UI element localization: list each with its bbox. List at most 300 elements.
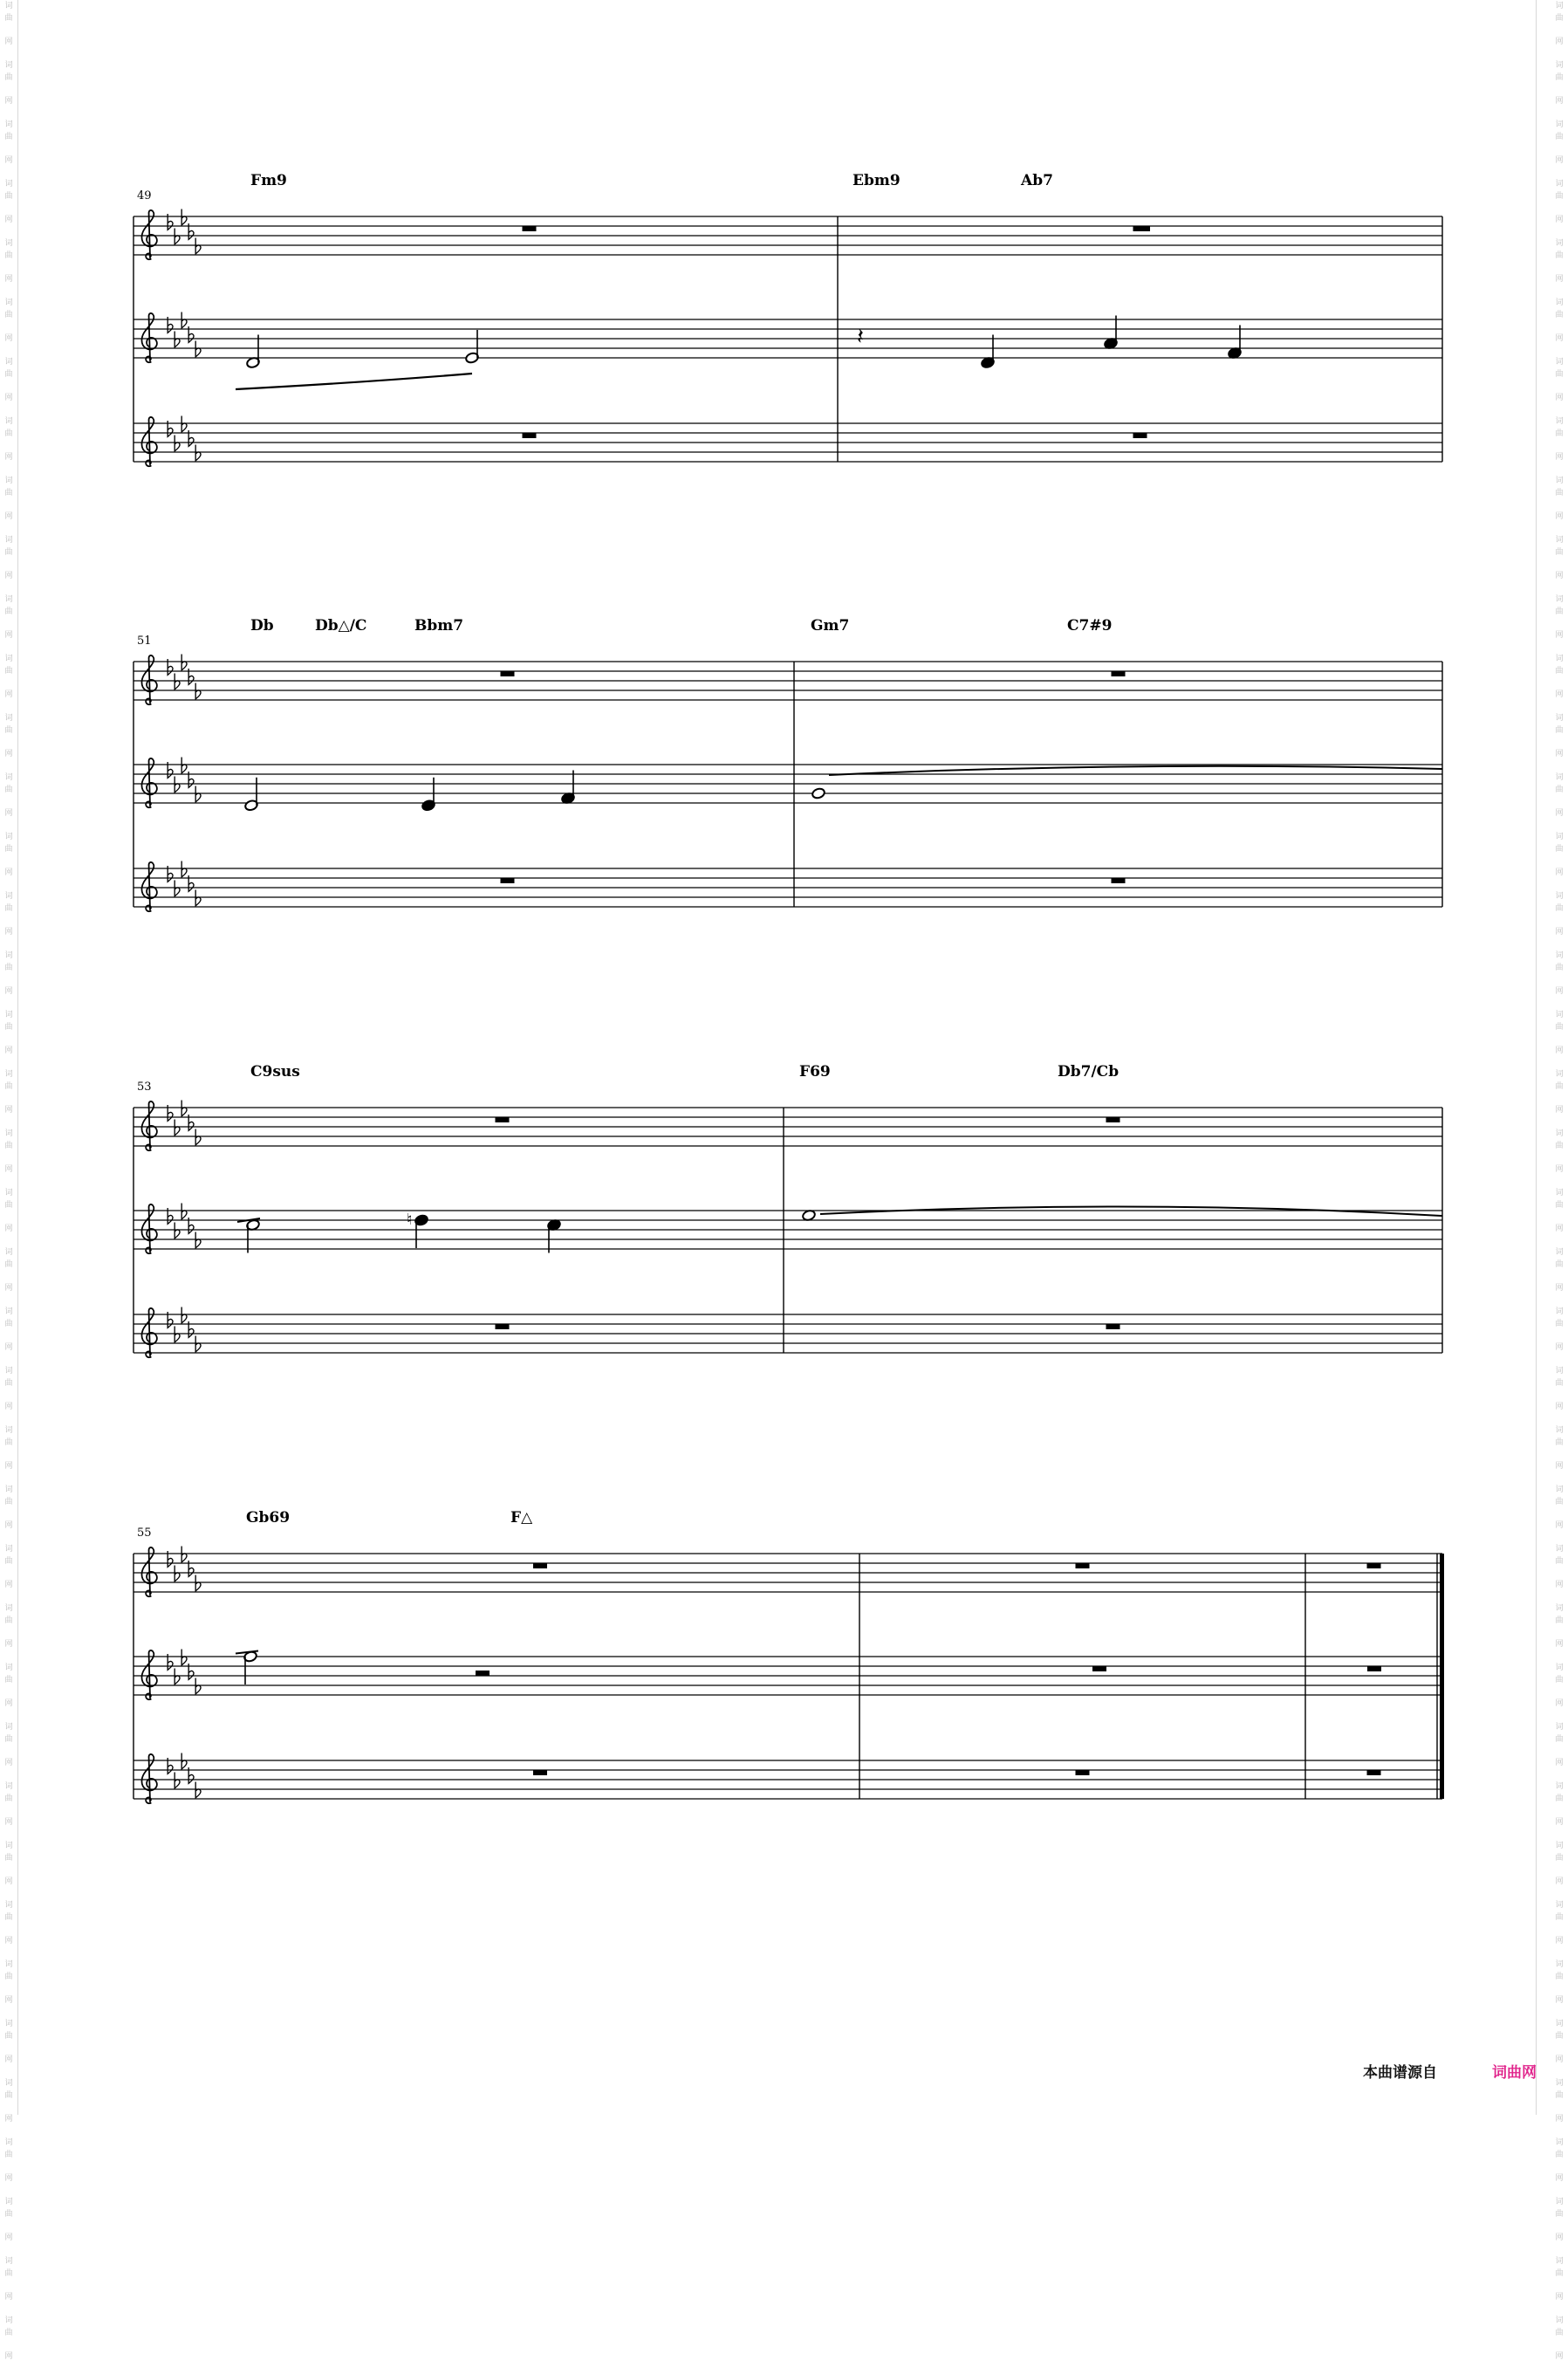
watermark-glyph: 曲 <box>4 251 13 260</box>
watermark-glyph: 词 <box>1555 1664 1564 1672</box>
watermark-glyph: 词 <box>1555 120 1564 129</box>
watermark-glyph: 曲 <box>4 1082 13 1091</box>
watermark-glyph: 词 <box>4 1901 13 1910</box>
watermark-glyph: 网 <box>4 1699 13 1708</box>
chord-symbol: C9sus <box>250 1063 300 1081</box>
flat-sign <box>181 655 187 670</box>
watermark-glyph: 网 <box>1555 928 1564 937</box>
watermark-glyph: 网 <box>4 1759 13 1767</box>
watermark-glyph: 网 <box>1555 1937 1564 1945</box>
watermark-glyph: 词 <box>4 1485 13 1494</box>
watermark-glyph: 词 <box>4 2316 13 2325</box>
watermark-glyph: 网 <box>4 97 13 106</box>
systems <box>134 172 1444 1803</box>
flat-sign <box>195 1129 201 1145</box>
watermark-glyph: 曲 <box>1555 1557 1564 1566</box>
watermark-glyph: 词 <box>4 951 13 960</box>
watermark-glyph: 词 <box>1555 773 1564 782</box>
watermark-glyph: 曲 <box>4 1973 13 1981</box>
watermark-glyph: 词 <box>4 2020 13 2028</box>
watermark-glyph: 网 <box>1555 97 1564 106</box>
watermark-glyph: 词 <box>4 1664 13 1672</box>
watermark-glyph: 网 <box>4 156 13 165</box>
watermark-glyph: 曲 <box>1555 786 1564 794</box>
flat-sign <box>181 1307 187 1323</box>
watermark-glyph: 词 <box>4 1070 13 1079</box>
flat-sign <box>175 436 180 451</box>
system-3 <box>134 1063 1442 1357</box>
watermark-glyph: 词 <box>1555 1723 1564 1732</box>
watermark-glyph: 网 <box>1555 453 1564 462</box>
watermark-glyph: 网 <box>4 1640 13 1649</box>
watermark-glyph: 词 <box>1555 1842 1564 1850</box>
tie <box>820 1206 1442 1216</box>
watermark-glyph: 词 <box>1555 655 1564 663</box>
watermark-glyph: 词 <box>1555 2020 1564 2028</box>
flat-sign <box>175 674 180 690</box>
watermark-glyph: 曲 <box>4 845 13 854</box>
watermark-glyph: 网 <box>1555 631 1564 640</box>
watermark-glyph: 网 <box>1555 987 1564 996</box>
watermark-glyph: 网 <box>1555 2174 1564 2183</box>
flat-sign <box>181 1547 187 1562</box>
watermark-glyph: 词 <box>4 358 13 367</box>
watermark-glyph: 曲 <box>4 133 13 141</box>
watermark-glyph: 曲 <box>1555 1676 1564 1684</box>
watermark-glyph: 词 <box>4 2257 13 2266</box>
whole-rest <box>1112 878 1126 883</box>
watermark-glyph: 网 <box>1555 2055 1564 2064</box>
watermark-glyph: 词 <box>1555 2257 1564 2266</box>
watermark-glyph: 曲 <box>1555 904 1564 913</box>
watermark-glyph: 网 <box>4 809 13 818</box>
watermark-glyph: 曲 <box>1555 1973 1564 1981</box>
watermark-glyph: 词 <box>1555 536 1564 545</box>
footer-source-label: 本曲谱源自 <box>1363 2064 1437 2082</box>
whole-rest <box>1076 1770 1090 1775</box>
watermark-glyph: 词 <box>1555 2138 1564 2147</box>
watermark-glyph: 词 <box>1555 1367 1564 1376</box>
chord-symbol: F69 <box>799 1063 831 1081</box>
watermark-glyph: 网 <box>4 1996 13 2005</box>
measure-number: 51 <box>137 635 152 648</box>
watermark-glyph: 网 <box>4 1462 13 1471</box>
watermark-glyph: 曲 <box>4 1616 13 1625</box>
whole-rest <box>496 1324 510 1329</box>
watermark-glyph: 网 <box>1555 512 1564 521</box>
watermark-glyph: 词 <box>4 1129 13 1138</box>
watermark-glyph: 曲 <box>1555 1438 1564 1447</box>
watermark-glyph: 曲 <box>4 1498 13 1506</box>
watermark-glyph: 曲 <box>4 904 13 913</box>
watermark-glyph: 网 <box>1555 1403 1564 1411</box>
watermark-glyph: 网 <box>1555 1046 1564 1055</box>
watermark-glyph: 网 <box>4 928 13 937</box>
watermark-glyph: 曲 <box>4 1260 13 1269</box>
watermark-glyph: 词 <box>1555 1011 1564 1019</box>
watermark-glyph: 词 <box>4 892 13 901</box>
watermark-glyph: 网 <box>4 1106 13 1115</box>
measure-number: 53 <box>137 1081 152 1094</box>
watermark-glyph: 词 <box>1555 239 1564 248</box>
watermark-glyph: 词 <box>1555 2198 1564 2206</box>
watermark-glyph: 词 <box>1555 1070 1564 1079</box>
watermark-glyph: 网 <box>4 1403 13 1411</box>
watermark-glyph: 曲 <box>1555 1201 1564 1210</box>
watermark-glyph: 词 <box>1555 477 1564 485</box>
watermark-glyph: 曲 <box>1555 1913 1564 1922</box>
chord-symbol: Db△/C <box>315 617 367 635</box>
whole-rest <box>1367 1666 1381 1671</box>
flat-sign <box>175 1223 180 1238</box>
system-2 <box>134 617 1442 911</box>
watermark-glyph: 网 <box>4 2233 13 2242</box>
chord-symbol: Fm9 <box>250 172 287 189</box>
watermark-glyph: 网 <box>4 631 13 640</box>
watermark-glyph: 曲 <box>4 548 13 557</box>
flat-sign <box>175 881 180 896</box>
watermark-glyph: 词 <box>1555 1545 1564 1554</box>
watermark-glyph: 曲 <box>1555 1854 1564 1863</box>
chord-symbol: Ebm9 <box>852 172 900 189</box>
flat-sign <box>195 786 201 802</box>
watermark-glyph: 曲 <box>4 1676 13 1684</box>
chord-symbol: Gb69 <box>246 1509 291 1527</box>
chord-symbol: Gm7 <box>811 617 850 635</box>
watermark-glyph: 曲 <box>4 1557 13 1566</box>
watermark-glyph: 曲 <box>4 726 13 735</box>
flat-sign <box>175 1327 180 1342</box>
whole-rest <box>496 1117 510 1122</box>
watermark-glyph: 词 <box>4 2198 13 2206</box>
watermark-glyph: 网 <box>4 275 13 284</box>
watermark-glyph: 曲 <box>4 311 13 319</box>
watermark-glyph: 曲 <box>1555 607 1564 616</box>
watermark-glyph: 网 <box>4 750 13 758</box>
treble-clef <box>141 1650 156 1699</box>
watermark-glyph: 词 <box>4 1782 13 1791</box>
watermark-glyph: 网 <box>4 2055 13 2064</box>
watermark-glyph: 词 <box>4 477 13 485</box>
watermark-glyph: 网 <box>1555 1462 1564 1471</box>
watermark-glyph: 曲 <box>1555 311 1564 319</box>
watermark-glyph: 曲 <box>4 2329 13 2337</box>
whole-rest <box>1136 226 1150 231</box>
flat-sign <box>195 1232 201 1248</box>
watermark-glyph: 曲 <box>1555 1023 1564 1032</box>
watermark-glyph: 词 <box>1555 951 1564 960</box>
watermark-glyph: 词 <box>1555 1248 1564 1257</box>
watermark-glyph: 词 <box>1555 1189 1564 1197</box>
treble-clef <box>141 1754 156 1803</box>
watermark-glyph: 曲 <box>1555 2329 1564 2337</box>
watermark-glyph: 词 <box>4 61 13 70</box>
watermark-glyph: 曲 <box>1555 2269 1564 2278</box>
watermark-glyph: 曲 <box>1555 133 1564 141</box>
watermark-glyph: 词 <box>4 298 13 307</box>
watermark-glyph: 曲 <box>4 1794 13 1803</box>
watermark-glyph: 曲 <box>1555 1320 1564 1328</box>
watermark-glyph: 曲 <box>1555 667 1564 676</box>
watermark-glyph: 曲 <box>4 1201 13 1210</box>
watermark-glyph: 词 <box>4 2 13 10</box>
whole-rest <box>1076 1563 1090 1568</box>
watermark-glyph: 曲 <box>1555 1260 1564 1269</box>
flat-sign <box>195 890 201 906</box>
watermark-glyph: 网 <box>4 1818 13 1827</box>
treble-clef <box>141 1547 156 1596</box>
watermark-glyph: 曲 <box>1555 845 1564 854</box>
flat-sign <box>195 683 201 699</box>
flat-sign <box>175 1566 180 1582</box>
watermark-glyph: 词 <box>1555 1960 1564 1969</box>
watermark-glyph: 词 <box>4 714 13 723</box>
system-1 <box>134 172 1442 466</box>
watermark-glyph: 网 <box>4 1046 13 1055</box>
watermark-glyph: 曲 <box>1555 1794 1564 1803</box>
watermark-glyph: 曲 <box>4 786 13 794</box>
flat-sign <box>181 758 187 773</box>
treble-clef <box>141 1204 156 1253</box>
natural-sign: ♮ <box>407 1211 413 1229</box>
watermark-glyph: 网 <box>1555 1581 1564 1589</box>
watermark-glyph: 曲 <box>1555 2151 1564 2159</box>
watermark-glyph: 曲 <box>1555 964 1564 972</box>
watermark-glyph: 网 <box>1555 2233 1564 2242</box>
flat-sign <box>181 861 187 877</box>
watermark-glyph: 词 <box>4 1426 13 1435</box>
whole-rest <box>1106 1324 1120 1329</box>
watermark-glyph: 词 <box>1555 595 1564 604</box>
watermark-glyph: 网 <box>4 868 13 877</box>
watermark-glyph: 曲 <box>4 1023 13 1032</box>
watermark-glyph: 词 <box>1555 2079 1564 2088</box>
measure-number: 55 <box>137 1527 152 1540</box>
watermark-glyph: 词 <box>4 239 13 248</box>
watermark-glyph: 网 <box>4 1937 13 1945</box>
whole-rest <box>1112 671 1126 676</box>
watermark-glyph: 网 <box>1555 1640 1564 1649</box>
watermark-glyph: 词 <box>1555 714 1564 723</box>
watermark-glyph: 曲 <box>4 1438 13 1447</box>
watermark-glyph: 网 <box>1555 1877 1564 1886</box>
watermark-glyph: 词 <box>1555 1901 1564 1910</box>
watermark-glyph: 网 <box>1555 809 1564 818</box>
watermark-glyph: 网 <box>4 2293 13 2302</box>
watermark-glyph: 网 <box>4 2174 13 2183</box>
whole-rest <box>1367 1563 1381 1568</box>
flat-sign <box>175 1773 180 1788</box>
whole-note <box>811 787 826 799</box>
watermark-glyph: 曲 <box>4 1735 13 1744</box>
watermark-glyph: 网 <box>1555 38 1564 46</box>
watermark-glyph: 曲 <box>1555 14 1564 23</box>
watermark-glyph: 词 <box>1555 2 1564 10</box>
chord-symbol: F△ <box>510 1509 533 1527</box>
final-thick-barline <box>1440 1554 1444 1799</box>
watermark-glyph: 词 <box>1555 1604 1564 1613</box>
watermark-glyph: 词 <box>4 655 13 663</box>
watermark-glyph: 网 <box>1555 1225 1564 1233</box>
watermark-glyph: 网 <box>1555 1759 1564 1767</box>
watermark-glyph: 网 <box>1555 394 1564 402</box>
watermark-glyph: 词 <box>4 180 13 189</box>
whole-rest <box>533 1770 547 1775</box>
flat-sign <box>175 1120 180 1136</box>
watermark-glyph: 网 <box>4 572 13 580</box>
watermark-glyph: 网 <box>4 1165 13 1174</box>
flat-sign <box>181 1753 187 1769</box>
flat-sign <box>195 445 201 461</box>
chord-symbol: Db7/Cb <box>1058 1063 1120 1081</box>
watermark-glyph: 曲 <box>4 370 13 379</box>
watermark-glyph: 曲 <box>4 667 13 676</box>
watermark-glyph: 词 <box>4 1307 13 1316</box>
watermark-glyph: 词 <box>4 833 13 841</box>
treble-clef <box>141 1308 156 1357</box>
watermark-glyph: 网 <box>1555 1343 1564 1352</box>
watermark-glyph: 网 <box>4 2115 13 2124</box>
watermark-glyph: 曲 <box>4 14 13 23</box>
watermark-glyph: 曲 <box>1555 1142 1564 1150</box>
watermark-glyph: 词 <box>1555 180 1564 189</box>
flat-sign <box>175 777 180 792</box>
chord-symbol: C7#9 <box>1067 617 1113 635</box>
watermark-glyph: 曲 <box>1555 251 1564 260</box>
chord-symbol: Db <box>250 617 274 635</box>
watermark-glyph: 词 <box>4 1842 13 1850</box>
whole-rest <box>1367 1770 1381 1775</box>
watermark-glyph: 曲 <box>1555 489 1564 497</box>
watermark-glyph: 词 <box>4 1960 13 1969</box>
watermark-glyph: 词 <box>1555 1307 1564 1316</box>
watermark-glyph: 曲 <box>1555 370 1564 379</box>
flat-sign <box>181 209 187 225</box>
watermark-glyph: 词 <box>4 2079 13 2088</box>
watermark-glyph: 曲 <box>1555 1082 1564 1091</box>
watermark-glyph: 网 <box>1555 216 1564 224</box>
watermark-glyph: 词 <box>4 1604 13 1613</box>
whole-rest <box>501 671 515 676</box>
watermark-glyph: 网 <box>4 512 13 521</box>
watermark-glyph: 网 <box>1555 1521 1564 1530</box>
watermark-glyph: 词 <box>4 417 13 426</box>
treble-clef <box>141 655 156 704</box>
watermark-glyph: 网 <box>1555 1996 1564 2005</box>
watermark-glyph: 曲 <box>4 73 13 82</box>
flat-sign <box>181 1204 187 1219</box>
flat-sign <box>181 1650 187 1665</box>
watermark-glyph: 曲 <box>4 429 13 438</box>
watermark-glyph: 词 <box>1555 1426 1564 1435</box>
watermark-glyph: 词 <box>4 1248 13 1257</box>
watermark-glyph: 曲 <box>1555 1616 1564 1625</box>
treble-clef <box>141 758 156 807</box>
watermark-glyph: 曲 <box>1555 1498 1564 1506</box>
watermark-glyph: 词 <box>4 1367 13 1376</box>
flat-sign <box>195 1678 201 1694</box>
watermark-glyph: 网 <box>1555 275 1564 284</box>
watermark-glyph: 网 <box>4 1284 13 1293</box>
watermark-glyph: 网 <box>4 987 13 996</box>
chord-symbol: Bbm7 <box>414 617 464 635</box>
watermark-glyph: 网 <box>1555 690 1564 699</box>
system-4 <box>134 1509 1444 1803</box>
watermark-glyph: 网 <box>1555 1284 1564 1293</box>
watermark-glyph: 网 <box>4 216 13 224</box>
watermark-glyph: 词 <box>1555 358 1564 367</box>
watermark-glyph: 词 <box>1555 892 1564 901</box>
watermark-glyph: 词 <box>4 2138 13 2147</box>
whole-rest <box>501 878 515 883</box>
watermark-glyph: 词 <box>1555 2316 1564 2325</box>
watermark-glyph: 曲 <box>4 2151 13 2159</box>
flat-sign <box>181 416 187 432</box>
footer <box>1363 2060 1555 2082</box>
watermark-glyph: 词 <box>4 536 13 545</box>
treble-clef <box>141 313 156 362</box>
watermark-glyph: 曲 <box>1555 1735 1564 1744</box>
watermark-glyph: 网 <box>4 38 13 46</box>
watermark-glyph: 词 <box>4 1011 13 1019</box>
watermark-glyph: 词 <box>1555 833 1564 841</box>
treble-clef <box>141 417 156 466</box>
chord-symbol: Ab7 <box>1021 172 1053 189</box>
watermark-glyph: 网 <box>4 1225 13 1233</box>
treble-clef <box>141 210 156 259</box>
watermark-glyph: 网 <box>1555 572 1564 580</box>
watermark-glyph: 曲 <box>4 489 13 497</box>
flat-sign <box>181 312 187 328</box>
watermark-glyph: 词 <box>4 1723 13 1732</box>
watermark-glyph: 曲 <box>4 192 13 201</box>
whole-rest <box>523 433 537 438</box>
watermark-glyph: 网 <box>4 1581 13 1589</box>
watermark-glyph: 曲 <box>4 2032 13 2041</box>
watermark-glyph: 曲 <box>1555 2091 1564 2100</box>
flat-sign <box>195 238 201 254</box>
watermark-glyph: 曲 <box>4 2210 13 2219</box>
watermark-glyph: 网 <box>1555 868 1564 877</box>
watermark-glyph: 网 <box>1555 2293 1564 2302</box>
half-rest <box>476 1671 490 1676</box>
flat-sign <box>175 332 180 347</box>
whole-rest <box>1106 1117 1120 1122</box>
watermark-glyph: 曲 <box>1555 726 1564 735</box>
watermark-glyph: 词 <box>4 595 13 604</box>
watermark-glyph: 词 <box>1555 1485 1564 1494</box>
watermark-glyph: 曲 <box>1555 2032 1564 2041</box>
watermark-glyph: 曲 <box>1555 548 1564 557</box>
watermark-glyph: 网 <box>1555 334 1564 343</box>
footer-site-link[interactable]: 词曲网 <box>1492 2064 1537 2082</box>
watermark-glyph: 曲 <box>1555 2210 1564 2219</box>
watermark-glyph: 曲 <box>4 1854 13 1863</box>
watermark-glyph: 网 <box>1555 750 1564 758</box>
watermark-glyph: 词 <box>4 773 13 782</box>
flat-sign <box>181 1101 187 1116</box>
watermark-glyph: 网 <box>1555 1699 1564 1708</box>
watermark-glyph: 网 <box>1555 2352 1564 2361</box>
quarter-rest: 𝄽 <box>857 324 864 350</box>
watermark-glyph: 网 <box>4 1877 13 1886</box>
watermark-glyph: 词 <box>4 1545 13 1554</box>
treble-clef <box>141 1101 156 1150</box>
watermark-glyph: 曲 <box>4 1913 13 1922</box>
whole-rest <box>523 226 537 231</box>
watermark-glyph: 词 <box>1555 1782 1564 1791</box>
watermark-glyph: 曲 <box>1555 1379 1564 1388</box>
